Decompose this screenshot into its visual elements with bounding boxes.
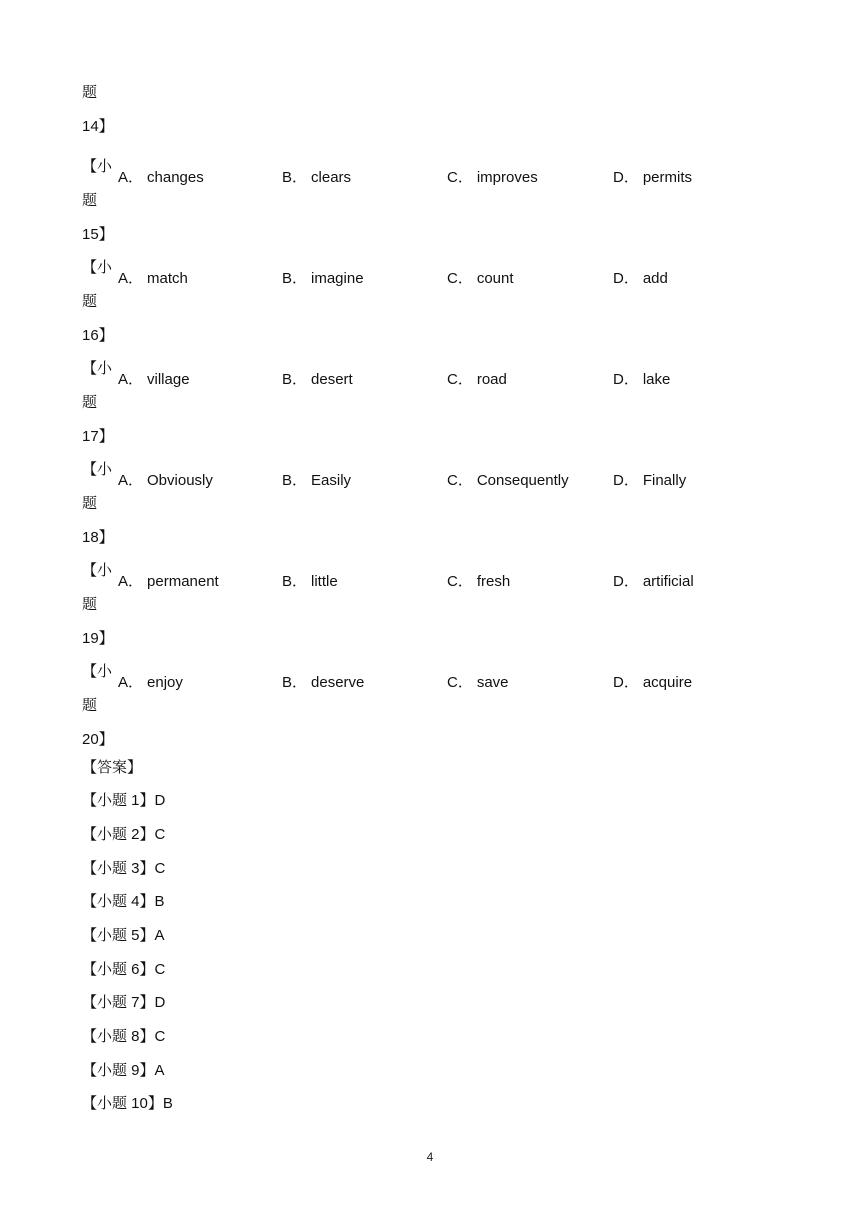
option-a: A． enjoy — [118, 674, 183, 691]
answer-item: 【小题 4】B — [82, 893, 165, 910]
option-a: A． permanent — [118, 573, 219, 590]
question-20 — [82, 655, 782, 756]
option-b: B． Easily — [282, 472, 352, 489]
question-label: 【小 题 17】 — [82, 360, 114, 445]
question-16 — [82, 251, 782, 352]
question-label: 【小 题 20】 — [82, 663, 114, 748]
question-label: 【小 题 16】 — [82, 259, 114, 344]
question-label-fragment: 14】 — [82, 118, 114, 135]
option-d: D． Finally — [613, 472, 687, 489]
answer-item: 【小题 6】C — [82, 961, 166, 978]
question-label: 【小 题 19】 — [82, 562, 114, 647]
option-b: B． desert — [282, 371, 353, 388]
option-a: A． changes — [118, 169, 204, 186]
answer-item: 【小题 9】A — [82, 1062, 165, 1079]
option-c: C． Consequently — [447, 472, 569, 489]
option-b: B． imagine — [282, 270, 364, 287]
answer-item: 【小题 1】D — [82, 792, 166, 809]
option-d: D． acquire — [613, 674, 693, 691]
question-label-fragment: 题 — [82, 84, 98, 101]
question-label: 【小 题 18】 — [82, 461, 114, 546]
answer-item: 【小题 8】C — [82, 1028, 166, 1045]
option-b: B． deserve — [282, 674, 365, 691]
option-d: D． artificial — [613, 573, 694, 590]
answer-item: 【小题 2】C — [82, 826, 166, 843]
answer-item: 【小题 5】A — [82, 927, 165, 944]
question-label: 【小 题 15】 — [82, 158, 114, 243]
question-15 — [82, 150, 782, 251]
option-d: D． permits — [613, 169, 693, 186]
answer-item: 【小题 10】B — [82, 1095, 173, 1112]
answer-item: 【小题 7】D — [82, 994, 166, 1011]
option-d: D． add — [613, 270, 668, 287]
option-a: A． village — [118, 371, 190, 388]
option-b: B． little — [282, 573, 338, 590]
answer-heading: 【答案】 — [82, 759, 143, 776]
option-a: A． Obviously — [118, 472, 213, 489]
page-number: 4 — [426, 1150, 434, 1164]
option-c: C． save — [447, 674, 509, 691]
answer-item: 【小题 3】C — [82, 860, 166, 877]
option-c: C． count — [447, 270, 514, 287]
option-c: C． improves — [447, 169, 538, 186]
option-b: B． clears — [282, 169, 352, 186]
question-17 — [82, 352, 782, 453]
option-c: C． fresh — [447, 573, 511, 590]
option-d: D． lake — [613, 371, 671, 388]
question-18 — [82, 453, 782, 554]
question-19 — [82, 554, 782, 655]
option-c: C． road — [447, 371, 507, 388]
option-a: A． match — [118, 270, 188, 287]
